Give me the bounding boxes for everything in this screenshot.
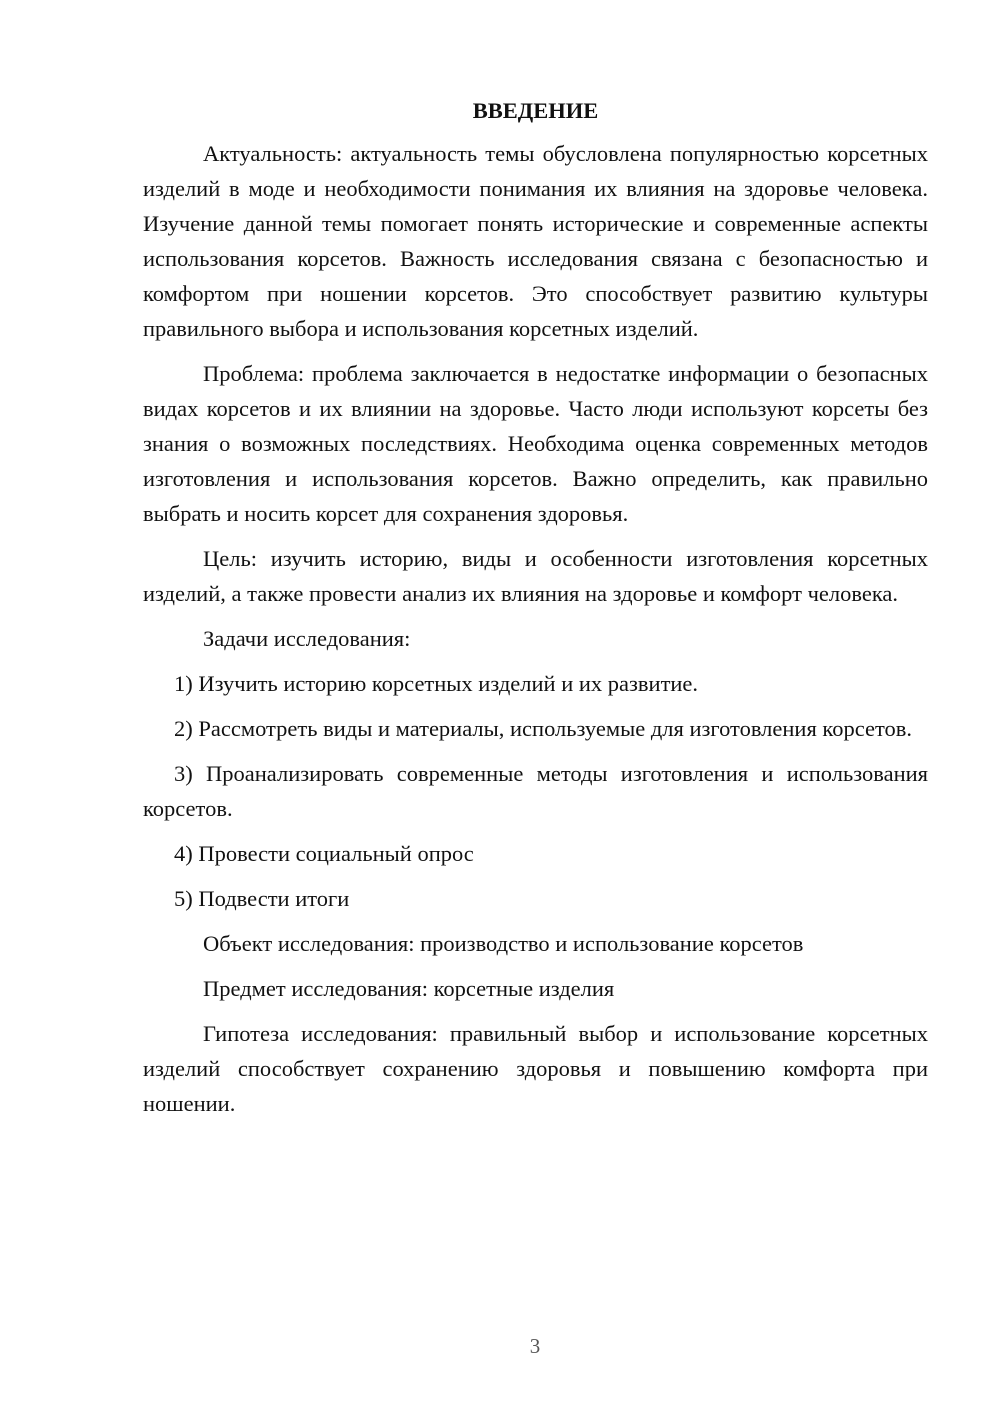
object-paragraph: Объект исследования: производство и использование корсетов xyxy=(203,931,804,956)
problem-paragraph: Проблема: проблема заключается в недостатке информации о безопасных видах корсетов и их влиянии на здоровье. Часто люди используют корсеты без знания о возможных последствиях. Необходима оценка современных методов изготовления и использования корсетов. Важно определить, как правильно выбрать и носить корсет для сохранения здоровья. xyxy=(143,361,928,526)
section-title: ВВЕДЕНИЕ xyxy=(472,98,599,123)
task-item: 4) Провести социальный опрос xyxy=(174,841,474,866)
task-item: 1) Изучить историю корсетных изделий и их развитие. xyxy=(174,671,699,696)
relevance-paragraph: Актуальность: актуальность темы обусловлена популярностью корсетных изделий в моде и необходимости понимания их влияния на здоровье человека. Изучение данной темы помогает понять исторические и современные аспекты использования корсетов. Важность исследования связана с безопасностью и комфортом при ношении корсетов. Это способствует развитию культуры правильного выбора и использования корсетных изделий. xyxy=(143,141,928,341)
goal-paragraph: Цель: изучить историю, виды и особенности изготовления корсетных изделий, а также провести анализ их влияния на здоровье и комфорт человека. xyxy=(143,546,928,606)
page-content xyxy=(143,96,928,1131)
task-item: 3) Проанализировать современные методы изготовления и использования корсетов. xyxy=(143,761,928,821)
hypothesis-paragraph: Гипотеза исследования: правильный выбор и использование корсетных изделий способствует сохранению здоровья и повышению комфорта при ношении. xyxy=(143,1021,928,1116)
tasks-heading: Задачи исследования: xyxy=(203,626,411,651)
subject-paragraph: Предмет исследования: корсетные изделия xyxy=(203,976,615,1001)
task-item: 5) Подвести итоги xyxy=(174,886,350,911)
task-item: 2) Рассмотреть виды и материалы, используемые для изготовления корсетов. xyxy=(174,716,912,741)
page-number: 3 xyxy=(529,1334,541,1358)
